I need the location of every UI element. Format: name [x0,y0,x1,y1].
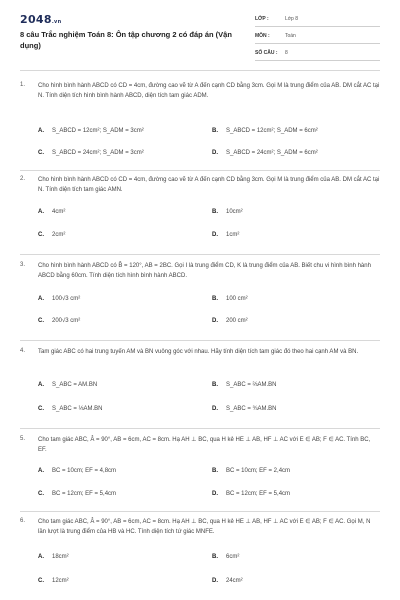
option-c[interactable] [38,150,144,156]
question-text: Cho tam giác ABC, Â = 90°, AB = 6cm, AC = 8cm. Hạ AH ⊥ BC, qua H kẻ HE ⊥ AB, HF ⊥ AC với E ∈ AB; F ∈ AC. Gọi M, N lần lượt là trung điểm của HB và HC. Tính diện tích tứ giác MNFE. [38,519,371,535]
option-c[interactable] [38,578,69,584]
option-b[interactable] [212,128,318,134]
option-text: 4cm² [52,209,66,215]
question-text: Cho hình bình hành ABCD có CD = 4cm, đường cao vẽ từ A đến cạnh CD bằng 3cm. Gọi M là trung điểm của AB. DM cắt AC tại N. Tính diện tích tam giác AMN. [38,177,380,193]
option-letter: C. [38,491,44,497]
option-text: 24cm² [226,578,243,584]
header-divider [20,70,380,71]
option-letter: C. [38,318,44,324]
option-letter: A. [38,296,44,302]
option-letter: D. [212,578,218,584]
option-text: S_ABC = ⅔AM.BN [226,382,277,388]
option-a[interactable] [38,128,144,134]
site-logo[interactable] [20,13,61,26]
meta-value-subject: Toán [285,33,296,39]
question-text: Tam giác ABC có hai trung tuyến AM và BN vuông góc với nhau. Hãy tính diện tích tam giác đó theo hai cạnh AM và BN. [38,349,359,355]
question-text: Cho hình bình hành ABCD có CD = 4cm, đường cao vẽ từ A đến cạnh CD bằng 3cm. Gọi M là trung điểm của AB. DM cắt AC tại N. Tính diện tích hình bình hành ABCD, diện tích tam giác ADM. [38,83,380,99]
option-letter: A. [38,554,44,560]
meta-value-count: 8 [285,50,288,56]
meta-label-grade: LỚP : [255,16,269,22]
document-header [0,0,400,66]
option-letter: D. [212,232,218,238]
logo-suffix: .vn [51,19,62,25]
option-text: 18cm² [52,554,69,560]
option-c[interactable] [38,232,65,238]
option-text: 2cm² [52,232,66,238]
option-letter: A. [38,128,44,134]
option-a[interactable] [38,468,116,474]
question-4 [20,348,382,422]
option-letter: A. [38,382,44,388]
question-number: 5. [20,436,26,442]
question-text: Cho tam giác ABC, Â = 90°, AB = 6cm, AC = 8cm. Hạ AH ⊥ BC, qua H kẻ HE ⊥ AB, HF ⊥ AC với E ∈ AB; F ∈ AC. Tính BC, EF. [38,437,371,453]
option-text: 100 cm² [226,296,248,302]
option-c[interactable] [38,406,103,412]
question-5 [20,436,382,506]
option-text: 10cm² [226,209,243,215]
option-letter: B. [212,296,218,302]
option-text: S_ABCD = 24cm²; S_ADM = 6cm² [226,150,318,156]
option-text: S_ABC = ⅓AM.BN [52,406,103,412]
question-divider [20,254,380,255]
option-text: S_ABCD = 12cm²; S_ADM = 3cm² [52,128,144,134]
option-letter: B. [212,382,218,388]
option-b[interactable] [212,209,243,215]
question-number: 6. [20,518,26,524]
option-letter: A. [38,209,44,215]
option-a[interactable] [38,382,97,388]
question-number: 3. [20,262,26,268]
option-a[interactable] [38,554,69,560]
question-2 [20,176,382,248]
option-text: 200 cm² [226,318,248,324]
option-text: 12cm² [52,578,69,584]
option-b[interactable] [212,554,239,560]
option-text: 6cm² [226,554,240,560]
option-d[interactable] [212,406,277,412]
option-letter: B. [212,468,218,474]
option-text: S_ABCD = 12cm²; S_ADM = 6cm² [226,128,318,134]
option-text: 1cm² [226,232,240,238]
question-divider [20,170,380,171]
meta-label-count: SỐ CÂU : [255,50,278,56]
meta-label-subject: MÔN : [255,33,270,39]
option-letter: D. [212,491,218,497]
option-letter: B. [212,128,218,134]
option-a[interactable] [38,209,65,215]
option-letter: A. [38,468,44,474]
option-text: BC = 10cm; EF = 4,8cm [52,468,117,474]
option-text: 100√3 cm² [52,296,81,302]
option-b[interactable] [212,382,277,388]
option-text: BC = 12cm; EF = 5,4cm [226,491,291,497]
option-letter: D. [212,150,218,156]
question-number: 4. [20,348,26,354]
question-number: 1. [20,82,26,88]
meta-row-count [255,47,380,61]
option-text: BC = 10cm; EF = 2,4cm [226,468,291,474]
meta-value-grade: Lớp 8 [285,16,299,22]
option-letter: B. [212,554,218,560]
option-text: S_ABC = AM.BN [52,382,98,388]
meta-panel [255,13,380,64]
question-number: 2. [20,176,26,182]
document-title: 8 câu Trắc nghiệm Toán 8: Ôn tập chương 2 có đáp án (Vận dụng) [20,30,232,50]
option-a[interactable] [38,296,80,302]
logo-main: 2048 [20,13,52,26]
option-d[interactable] [212,232,239,238]
option-d[interactable] [212,491,290,497]
question-divider [20,511,380,512]
option-text: S_ABC = ¾AM.BN [226,406,277,412]
question-3 [20,262,382,334]
option-text: 200√3 cm² [52,318,81,324]
option-c[interactable] [38,491,116,497]
question-6 [20,518,382,596]
option-b[interactable] [212,296,248,302]
option-text: BC = 12cm; EF = 5,4cm [52,491,117,497]
option-letter: D. [212,318,218,324]
question-1 [20,82,382,164]
meta-row-subject [255,30,380,44]
meta-row-grade [255,13,380,27]
option-b[interactable] [212,468,290,474]
option-letter: C. [38,150,44,156]
option-letter: D. [212,406,218,412]
option-d[interactable] [212,150,318,156]
option-d[interactable] [212,578,243,584]
option-letter: C. [38,232,44,238]
option-letter: C. [38,578,44,584]
question-divider [20,428,380,429]
question-text: Cho hình bình hành ABCD có B̂ = 120°, AB = 2BC. Gọi I là trung điểm CD, K là trung điểm của AB. Biết chu vi hình bình hành ABCD bằng 60cm. Tính diện tích hình bình hành ABCD. [38,263,371,279]
option-c[interactable] [38,318,80,324]
option-text: S_ABCD = 24cm²; S_ADM = 3cm² [52,150,144,156]
option-letter: C. [38,406,44,412]
option-d[interactable] [212,318,248,324]
question-divider [20,340,380,341]
option-letter: B. [212,209,218,215]
